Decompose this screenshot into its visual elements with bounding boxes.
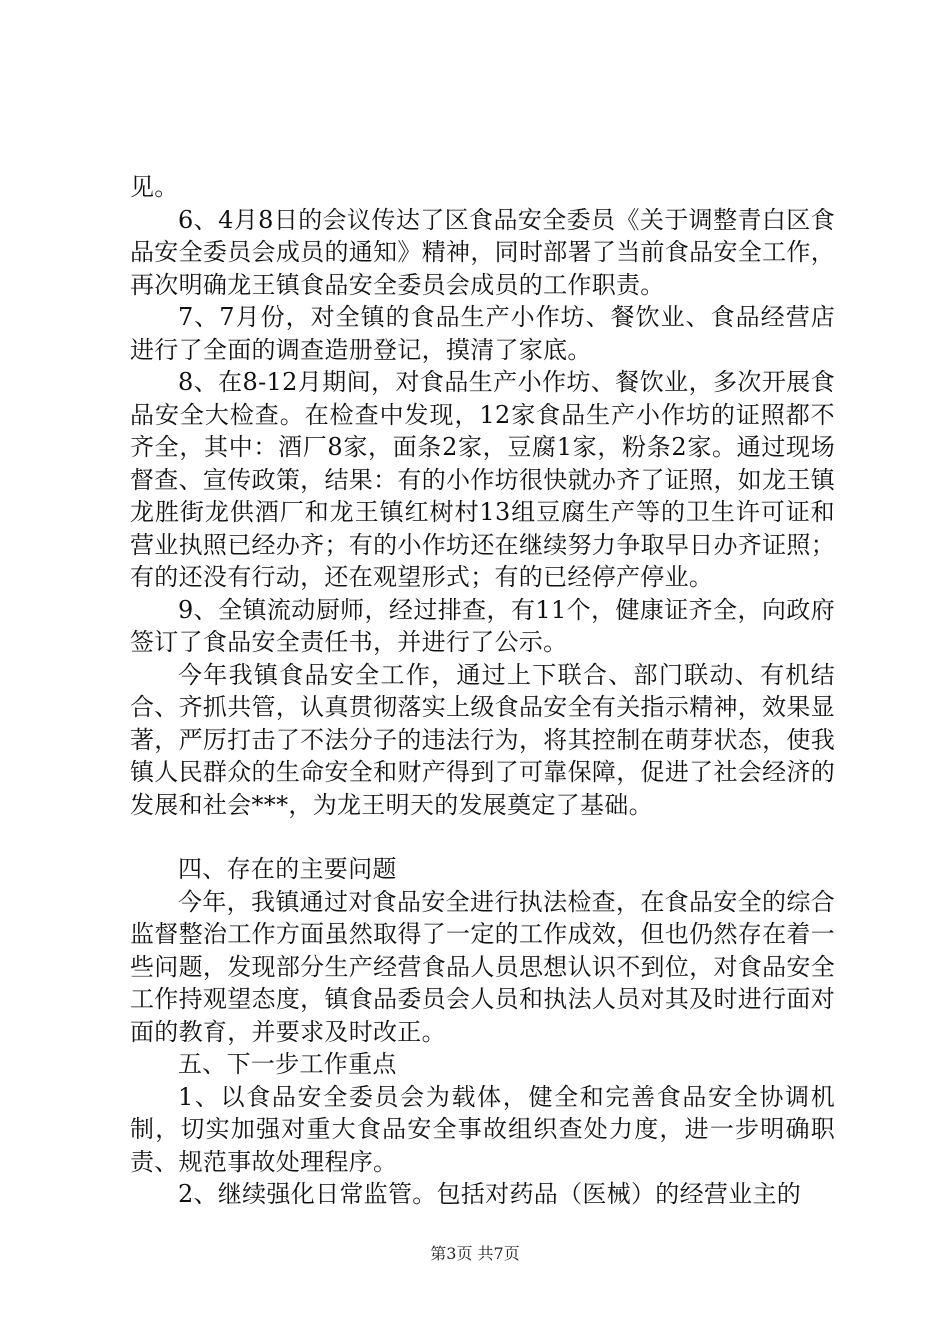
paragraph-next-step-1: 1、以食品安全委员会为载体，健全和完善食品安全协调机制，切实加强对重大食品安全事故组织查处力度，进一步明确职责、规范事故处理程序。 <box>130 1082 835 1176</box>
page-footer: 第3页 共7页 <box>430 1244 520 1263</box>
section-spacer <box>130 821 835 853</box>
paragraph-item-9: 9、全镇流动厨师，经过排查，有11个，健康证齐全，向政府签订了食品安全责任书，并进行了公示。 <box>130 595 835 656</box>
paragraph-item-8: 8、在8-12月期间，对食品生产小作坊、餐饮业，多次开展食品安全大检查。在检查中发现，12家食品生产小作坊的证照都不齐全，其中：酒厂8家，面条2家，豆腐1家，粉条2家。通过现场督查、宣传政策，结果：有的小作坊很快就办齐了证照，如龙王镇龙胜街龙供酒厂和龙王镇红树村13组豆腐生产等的卫生许可证和营业执照已经办齐；有的小作坊还在继续努力争取早日办齐证照；有的还没有行动，还在观望形式；有的已经停产停业。 <box>130 368 835 591</box>
paragraph-problems: 今年，我镇通过对食品安全进行执法检查，在食品安全的综合监督整治工作方面虽然取得了一定的工作成效，但也仍然存在着一些问题，发现部分生产经营食品人员思想认识不到位，对食品安全工作持观望态度，镇食品委员会人员和执法人员对其及时进行面对面的教育，并要求及时改正。 <box>130 887 835 1046</box>
paragraph-item-7: 7、7月份，对全镇的食品生产小作坊、餐饮业、食品经营店进行了全面的调查造册登记，摸清了家底。 <box>130 303 835 364</box>
section-heading-problems: 四、存在的主要问题 <box>178 855 397 883</box>
paragraph-item-6: 6、4月8日的会议传达了区食品安全委员《关于调整青白区食品安全委员会成员的通知》精神，同时部署了当前食品安全工作，再次明确龙王镇食品安全委员会成员的工作职责。 <box>130 205 835 299</box>
section-heading-next-steps: 五、下一步工作重点 <box>178 1050 397 1078</box>
paragraph-next-step-2: 2、继续强化日常监管。包括对药品（医械）的经营业主的 <box>178 1180 802 1208</box>
document-body <box>130 171 835 1211</box>
paragraph-summary: 今年我镇食品安全工作，通过上下联合、部门联动、有机结合、齐抓共管，认真贯彻落实上级食品安全有关指示精神，效果显著，严厉打击了不法分子的违法行为，将其控制在萌芽状态，使我镇人民群众的生命安全和财产得到了可靠保障，促进了社会经济的发展和社会***，为龙王明天的发展奠定了基础。 <box>130 660 835 819</box>
paragraph-continuation: 见。 <box>130 173 179 201</box>
